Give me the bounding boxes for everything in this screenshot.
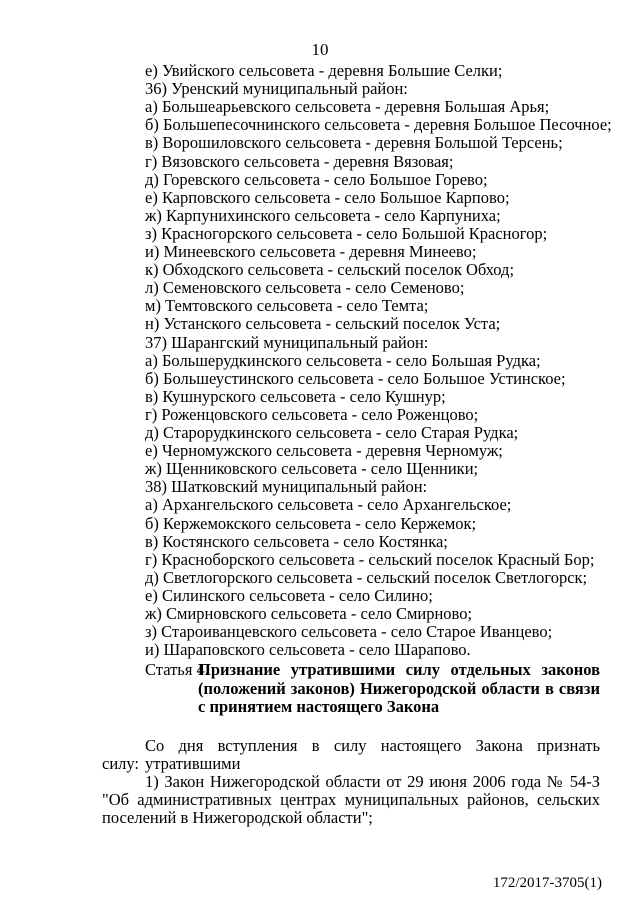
list-item: в) Ворошиловского сельсовета - деревня Большой Терсень; (145, 133, 563, 153)
article-title: Признание утратившими силу отдельных законов (положений законов) Нижегородской области в связи с принятием настоящего Закона (198, 660, 600, 716)
list-item: и) Шараповского сельсовета - село Шарапово. (145, 640, 471, 660)
list-item: г) Вязовского сельсовета - деревня Вязовая; (145, 151, 454, 171)
list-item: з) Староиванцевского сельсовета - село Старое Иванцево; (145, 622, 553, 642)
list-item: и) Минеевского сельсовета - деревня Минеево; (145, 242, 477, 261)
list-item: б) Большепесочнинского сельсовета - деревня Большое Песочное; (145, 115, 612, 135)
list-item: д) Старорудкинского сельсовета - село Старая Рудка; (145, 423, 519, 442)
list-item: а) Большерудкинского сельсовета - село Большая Рудка; (145, 350, 541, 370)
list-item: е) Карповского сельсовета - село Большое Карпово; (145, 187, 510, 207)
list-item: 37) Шарангский муниципальный район: (145, 332, 429, 352)
list-item: е) Силинского сельсовета - село Силино; (145, 585, 433, 605)
paragraph-line: Со дня вступления в силу настоящего Закона признать утратившими (145, 736, 600, 773)
list-item: г) Красноборского сельсовета - сельский поселок Красный Бор; (145, 549, 595, 569)
list-item: б) Большеустинского сельсовета - село Большое Устинское; (145, 368, 566, 388)
list-item: з) Красногорского сельсовета - село Большой Красногор; (145, 223, 548, 243)
item-line: поселений в Нижегородской области"; (102, 808, 373, 827)
list-item: к) Обходского сельсовета - сельский поселок Обход; (145, 260, 515, 280)
list-item: е) Увийского сельсовета - деревня Большие Селки; (145, 61, 503, 80)
list-item: ж) Щенниковского сельсовета - село Щенники; (145, 459, 479, 479)
list-item: д) Светлогорского сельсовета - сельский поселок Светлогорск; (145, 567, 588, 587)
page-number: 10 (311, 40, 329, 59)
item-line: 1) Закон Нижегородской области от 29 июня 2006 года № 54-З (145, 772, 600, 791)
article-label: Статья 4. (145, 660, 209, 679)
list-item: б) Кержемокского сельсовета - село Кержемок; (145, 513, 477, 533)
list-item: л) Семеновского сельсовета - село Семеново; (145, 278, 465, 298)
list-item: е) Черномужского сельсовета - деревня Черномуж; (145, 441, 503, 461)
list-item: д) Горевского сельсовета - село Большое Горево; (145, 169, 488, 189)
list-item: ж) Смирновского сельсовета - село Смирново; (145, 604, 473, 623)
list-item: ж) Карпунихинского сельсовета - село Карпуниха; (145, 205, 501, 225)
paragraph-line: силу: (102, 754, 140, 773)
list-item: 36) Уренский муниципальный район: (145, 79, 408, 99)
list-item: в) Костянского сельсовета - село Костянка; (145, 531, 448, 551)
list-item: г) Роженцовского сельсовета - село Роженцово; (145, 404, 479, 424)
list-item: 38) Шатковский муниципальный район: (145, 477, 428, 497)
item-line: "Об административных центрах муниципальных районов, сельских (102, 790, 600, 809)
list-item: в) Кушнурского сельсовета - село Кушнур; (145, 386, 446, 406)
list-item: а) Большеарьевского сельсовета - деревня Большая Арья; (145, 97, 550, 117)
document-code: 172/2017-3705(1) (492, 875, 602, 891)
list-item: м) Темтовского сельсовета - село Темта; (145, 296, 429, 316)
list-item: а) Архангельского сельсовета - село Архангельское; (145, 495, 512, 515)
list-item: н) Устанского сельсовета - сельский поселок Уста; (145, 314, 501, 334)
